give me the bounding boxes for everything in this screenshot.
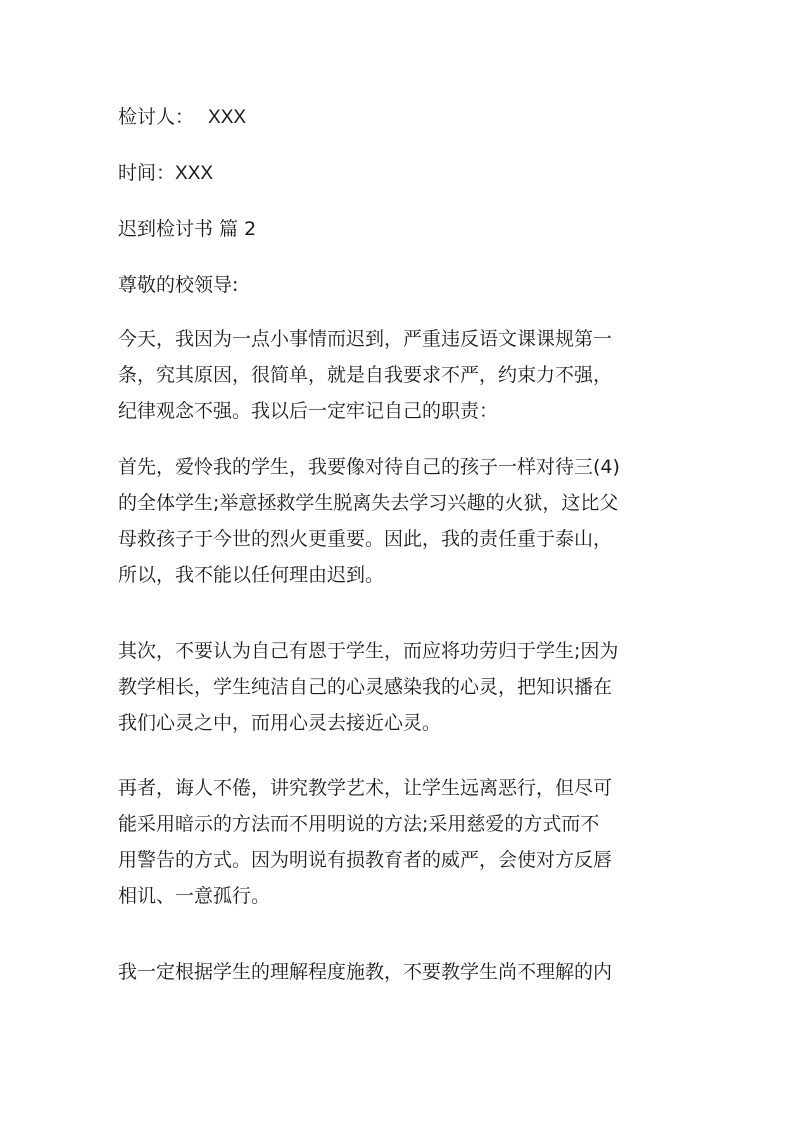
time-line bbox=[118, 155, 678, 192]
paragraph-line: 的全体学生;举意拯救学生脱离失去学习兴趣的火狱，这比父 bbox=[118, 492, 619, 514]
paragraph-line: 能采用暗示的方法而不用明说的方法;采用慈爱的方式而不 bbox=[118, 813, 600, 835]
time-value: XXX bbox=[175, 163, 214, 184]
time-label: 时间： bbox=[118, 162, 176, 184]
salutation: 尊敬的校领导: bbox=[118, 274, 239, 296]
paragraph-line: 用警告的方式。因为明说有损教育者的威严，会使对方反唇 bbox=[118, 849, 613, 871]
paragraph-5 bbox=[118, 954, 678, 990]
paragraph-line: 我一定根据学生的理解程度施教，不要教学生尚不理解的内 bbox=[118, 961, 613, 983]
paragraph-2 bbox=[118, 449, 678, 593]
paragraph-line: 所以，我不能以任何理由迟到。 bbox=[118, 564, 385, 586]
paragraph-3 bbox=[118, 633, 678, 741]
reviewer-label: 检讨人： bbox=[118, 106, 195, 128]
paragraph-line: 教学相长，学生纯洁自己的心灵感染我的心灵，把知识播在 bbox=[118, 676, 613, 698]
paragraph-line: 纪律观念不强。我以后一定牢记自己的职责： bbox=[118, 400, 499, 422]
paragraph-line: 相讥、一意孤行。 bbox=[118, 885, 271, 907]
reviewer-value: XXX bbox=[208, 107, 247, 128]
paragraph-line: 首先，爱怜我的学生，我要像对待自己的孩子一样对待三(4) bbox=[118, 456, 620, 478]
paragraph-4 bbox=[118, 770, 678, 914]
paragraph-1 bbox=[118, 321, 678, 429]
paragraph-line: 其次，不要认为自己有恩于学生，而应将功劳归于学生;因为 bbox=[118, 640, 619, 662]
paragraph-line: 我们心灵之中，而用心灵去接近心灵。 bbox=[118, 712, 442, 734]
paragraph-line: 母救孩子于今世的烈火更重要。因此，我的责任重于泰山， bbox=[118, 528, 613, 550]
reviewer-line bbox=[118, 99, 678, 136]
paragraph-line: 再者，诲人不倦，讲究教学艺术，让学生远离恶行，但尽可 bbox=[118, 777, 613, 799]
paragraph-line: 条，究其原因，很简单，就是自我要求不严，约束力不强， bbox=[118, 364, 613, 386]
paragraph-line: 今天，我因为一点小事情而迟到，严重违反语文课课规第一 bbox=[118, 328, 613, 350]
section-title: 迟到检讨书 篇 2 bbox=[118, 218, 257, 240]
